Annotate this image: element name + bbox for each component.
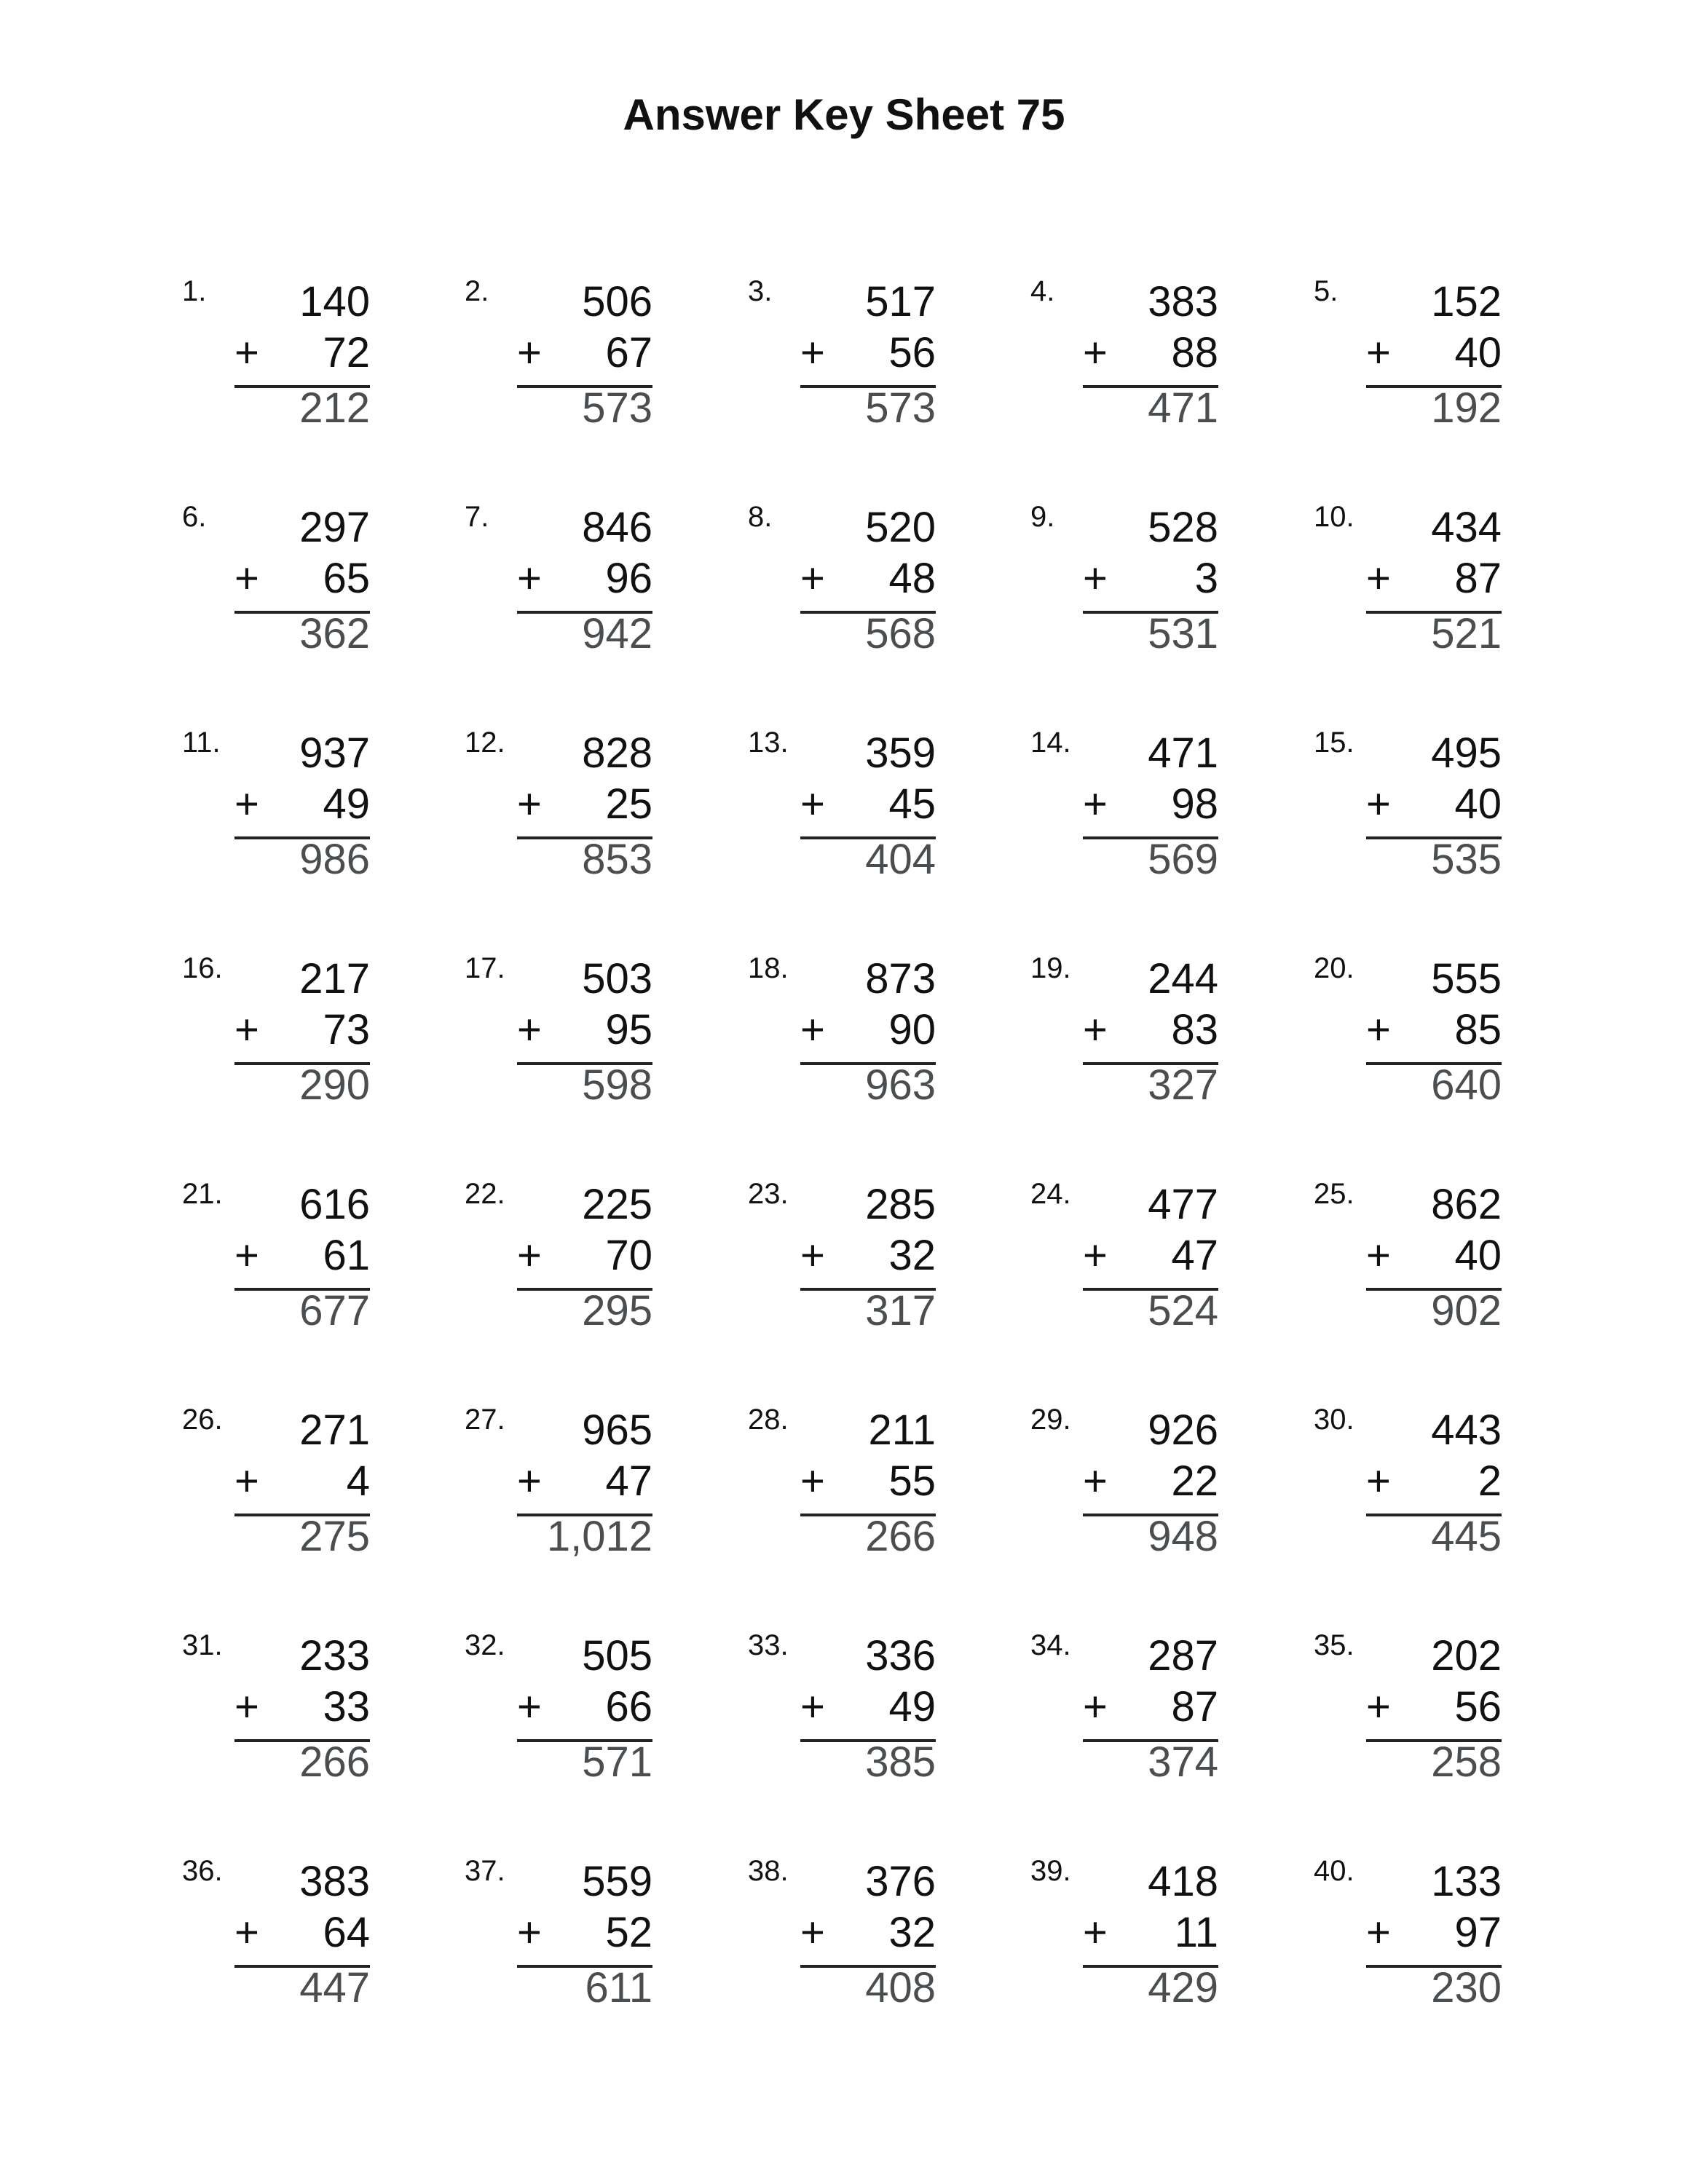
problem-number: 12. bbox=[465, 727, 505, 759]
addend-bottom: 22 bbox=[1171, 1457, 1218, 1505]
addend-top: 202 bbox=[1431, 1632, 1502, 1679]
addend-top: 495 bbox=[1431, 729, 1502, 777]
answer-value: 362 bbox=[299, 610, 370, 657]
plus-sign: + bbox=[1366, 780, 1391, 828]
addend-top: 376 bbox=[865, 1858, 936, 1905]
plus-sign: + bbox=[234, 1457, 259, 1505]
problem bbox=[182, 1855, 370, 2030]
problem bbox=[465, 1855, 652, 2030]
addend-bottom: 4 bbox=[346, 1457, 370, 1505]
answer-value: 948 bbox=[1148, 1513, 1218, 1560]
answer-value: 853 bbox=[582, 836, 652, 883]
problem bbox=[465, 1629, 652, 1804]
addend-bottom: 83 bbox=[1171, 1006, 1218, 1053]
problem-number: 23. bbox=[748, 1178, 789, 1210]
plus-sign: + bbox=[517, 1909, 542, 1956]
addend-bottom: 85 bbox=[1454, 1006, 1502, 1053]
problem-number: 16. bbox=[182, 952, 223, 984]
addend-top: 616 bbox=[299, 1181, 370, 1228]
addend-top: 336 bbox=[865, 1632, 936, 1679]
answer-value: 447 bbox=[299, 1964, 370, 2011]
plus-sign: + bbox=[234, 1232, 259, 1279]
addend-bottom: 55 bbox=[888, 1457, 936, 1505]
problem-number: 32. bbox=[465, 1629, 505, 1661]
problem bbox=[182, 952, 370, 1127]
answer-value: 445 bbox=[1431, 1513, 1502, 1560]
addend-top: 434 bbox=[1431, 504, 1502, 551]
problem-number: 34. bbox=[1030, 1629, 1071, 1661]
addend-bottom: 90 bbox=[888, 1006, 936, 1053]
addend-bottom: 52 bbox=[605, 1909, 652, 1956]
plus-sign: + bbox=[1366, 1457, 1391, 1505]
problem-number: 5. bbox=[1314, 275, 1338, 307]
addend-bottom: 64 bbox=[323, 1909, 370, 1956]
addend-bottom: 61 bbox=[323, 1232, 370, 1279]
answer-value: 266 bbox=[865, 1513, 936, 1560]
problem-number: 17. bbox=[465, 952, 505, 984]
addend-top: 359 bbox=[865, 729, 936, 777]
problem bbox=[465, 727, 652, 901]
plus-sign: + bbox=[234, 1909, 259, 1956]
answer-value: 986 bbox=[299, 836, 370, 883]
addend-bottom: 40 bbox=[1454, 1232, 1502, 1279]
answer-value: 471 bbox=[1148, 384, 1218, 432]
plus-sign: + bbox=[517, 780, 542, 828]
addend-top: 937 bbox=[299, 729, 370, 777]
addend-top: 287 bbox=[1148, 1632, 1218, 1679]
addend-bottom: 56 bbox=[888, 329, 936, 376]
addend-bottom: 95 bbox=[605, 1006, 652, 1053]
answer-value: 535 bbox=[1431, 836, 1502, 883]
plus-sign: + bbox=[1366, 1683, 1391, 1730]
answer-value: 963 bbox=[865, 1061, 936, 1109]
addend-top: 862 bbox=[1431, 1181, 1502, 1228]
problem-number: 29. bbox=[1030, 1404, 1071, 1436]
addend-bottom: 70 bbox=[605, 1232, 652, 1279]
addend-bottom: 87 bbox=[1171, 1683, 1218, 1730]
plus-sign: + bbox=[517, 329, 542, 376]
addend-bottom: 32 bbox=[888, 1232, 936, 1279]
answer-value: 524 bbox=[1148, 1287, 1218, 1334]
problem-number: 21. bbox=[182, 1178, 223, 1210]
problem bbox=[748, 501, 936, 676]
addend-bottom: 67 bbox=[605, 329, 652, 376]
answer-value: 942 bbox=[582, 610, 652, 657]
plus-sign: + bbox=[234, 1683, 259, 1730]
answer-value: 317 bbox=[865, 1287, 936, 1334]
answer-value: 598 bbox=[582, 1061, 652, 1109]
addend-bottom: 49 bbox=[323, 780, 370, 828]
addend-bottom: 49 bbox=[888, 1683, 936, 1730]
addend-bottom: 3 bbox=[1194, 555, 1218, 602]
addend-bottom: 2 bbox=[1478, 1457, 1502, 1505]
plus-sign: + bbox=[517, 1457, 542, 1505]
addend-top: 503 bbox=[582, 955, 652, 1002]
addend-top: 873 bbox=[865, 955, 936, 1002]
plus-sign: + bbox=[1083, 329, 1108, 376]
addend-top: 506 bbox=[582, 278, 652, 325]
problem-number: 13. bbox=[748, 727, 789, 759]
addend-top: 471 bbox=[1148, 729, 1218, 777]
answer-value: 327 bbox=[1148, 1061, 1218, 1109]
addend-top: 477 bbox=[1148, 1181, 1218, 1228]
problem-number: 1. bbox=[182, 275, 207, 307]
addend-bottom: 65 bbox=[323, 555, 370, 602]
plus-sign: + bbox=[517, 1006, 542, 1053]
answer-value: 408 bbox=[865, 1964, 936, 2011]
problem bbox=[182, 275, 370, 450]
addend-bottom: 47 bbox=[605, 1457, 652, 1505]
addend-top: 555 bbox=[1431, 955, 1502, 1002]
addend-top: 140 bbox=[299, 278, 370, 325]
addend-bottom: 56 bbox=[1454, 1683, 1502, 1730]
addend-top: 233 bbox=[299, 1632, 370, 1679]
plus-sign: + bbox=[1083, 780, 1108, 828]
addend-top: 443 bbox=[1431, 1406, 1502, 1454]
problem bbox=[1030, 275, 1218, 450]
problem-number: 9. bbox=[1030, 501, 1055, 533]
answer-value: 290 bbox=[299, 1061, 370, 1109]
addend-top: 828 bbox=[582, 729, 652, 777]
answer-value: 531 bbox=[1148, 610, 1218, 657]
plus-sign: + bbox=[234, 555, 259, 602]
answer-value: 404 bbox=[865, 836, 936, 883]
problem-number: 30. bbox=[1314, 1404, 1354, 1436]
plus-sign: + bbox=[517, 1683, 542, 1730]
answer-value: 230 bbox=[1431, 1964, 1502, 2011]
problem bbox=[182, 1404, 370, 1578]
plus-sign: + bbox=[1083, 1457, 1108, 1505]
answer-value: 275 bbox=[299, 1513, 370, 1560]
plus-sign: + bbox=[1083, 1232, 1108, 1279]
problem-number: 19. bbox=[1030, 952, 1071, 984]
addend-bottom: 97 bbox=[1454, 1909, 1502, 1956]
addend-top: 559 bbox=[582, 1858, 652, 1905]
plus-sign: + bbox=[1083, 1683, 1108, 1730]
problem bbox=[748, 1629, 936, 1804]
answer-value: 1,012 bbox=[546, 1513, 652, 1560]
plus-sign: + bbox=[800, 1683, 825, 1730]
addend-top: 297 bbox=[299, 504, 370, 551]
addend-top: 383 bbox=[299, 1858, 370, 1905]
problem-number: 3. bbox=[748, 275, 773, 307]
addend-bottom: 11 bbox=[1174, 1909, 1218, 1956]
addend-top: 217 bbox=[299, 955, 370, 1002]
answer-value: 266 bbox=[299, 1738, 370, 1786]
addend-top: 285 bbox=[865, 1181, 936, 1228]
addend-top: 418 bbox=[1148, 1858, 1218, 1905]
problem bbox=[748, 1178, 936, 1353]
problem-number: 36. bbox=[182, 1855, 223, 1887]
problem bbox=[182, 1629, 370, 1804]
problem bbox=[1314, 952, 1502, 1127]
problem bbox=[1030, 1629, 1218, 1804]
addend-bottom: 47 bbox=[1171, 1232, 1218, 1279]
problem bbox=[748, 952, 936, 1127]
problem-number: 20. bbox=[1314, 952, 1354, 984]
problem-number: 11. bbox=[182, 727, 221, 759]
problem-number: 4. bbox=[1030, 275, 1055, 307]
plus-sign: + bbox=[517, 555, 542, 602]
answer-value: 429 bbox=[1148, 1964, 1218, 2011]
problem-number: 39. bbox=[1030, 1855, 1071, 1887]
answer-value: 569 bbox=[1148, 836, 1218, 883]
plus-sign: + bbox=[1083, 555, 1108, 602]
plus-sign: + bbox=[234, 1006, 259, 1053]
addend-top: 528 bbox=[1148, 504, 1218, 551]
plus-sign: + bbox=[800, 1232, 825, 1279]
addend-top: 133 bbox=[1431, 1858, 1502, 1905]
answer-value: 573 bbox=[865, 384, 936, 432]
addend-top: 517 bbox=[865, 278, 936, 325]
problem bbox=[1314, 1855, 1502, 2030]
problem bbox=[465, 1404, 652, 1578]
answer-value: 212 bbox=[299, 384, 370, 432]
problem bbox=[182, 1178, 370, 1353]
answer-value: 611 bbox=[585, 1964, 652, 2011]
addend-top: 926 bbox=[1148, 1406, 1218, 1454]
plus-sign: + bbox=[800, 1006, 825, 1053]
plus-sign: + bbox=[1366, 329, 1391, 376]
addend-top: 505 bbox=[582, 1632, 652, 1679]
problem-number: 40. bbox=[1314, 1855, 1354, 1887]
answer-value: 374 bbox=[1148, 1738, 1218, 1786]
addend-top: 152 bbox=[1431, 278, 1502, 325]
addend-bottom: 72 bbox=[323, 329, 370, 376]
problem bbox=[1314, 727, 1502, 901]
problem-number: 14. bbox=[1030, 727, 1071, 759]
problem bbox=[1030, 1404, 1218, 1578]
addend-top: 271 bbox=[299, 1406, 370, 1454]
problem-number: 18. bbox=[748, 952, 789, 984]
addend-top: 965 bbox=[582, 1406, 652, 1454]
problem-number: 38. bbox=[748, 1855, 789, 1887]
problem bbox=[465, 501, 652, 676]
problem bbox=[1030, 727, 1218, 901]
answer-value: 258 bbox=[1431, 1738, 1502, 1786]
addend-bottom: 33 bbox=[323, 1683, 370, 1730]
problem bbox=[465, 275, 652, 450]
addend-top: 846 bbox=[582, 504, 652, 551]
problem bbox=[748, 275, 936, 450]
plus-sign: + bbox=[1366, 555, 1391, 602]
problem bbox=[748, 1855, 936, 2030]
addend-top: 225 bbox=[582, 1181, 652, 1228]
problem bbox=[1030, 952, 1218, 1127]
plus-sign: + bbox=[800, 1909, 825, 1956]
problem bbox=[1314, 1404, 1502, 1578]
answer-value: 677 bbox=[299, 1287, 370, 1334]
problem bbox=[182, 727, 370, 901]
plus-sign: + bbox=[1366, 1006, 1391, 1053]
plus-sign: + bbox=[800, 780, 825, 828]
addend-bottom: 40 bbox=[1454, 329, 1502, 376]
problem bbox=[1030, 1178, 1218, 1353]
addend-bottom: 66 bbox=[605, 1683, 652, 1730]
addend-bottom: 98 bbox=[1171, 780, 1218, 828]
addend-bottom: 88 bbox=[1171, 329, 1218, 376]
answer-value: 573 bbox=[582, 384, 652, 432]
problem-number: 37. bbox=[465, 1855, 505, 1887]
addend-bottom: 48 bbox=[888, 555, 936, 602]
problem-number: 27. bbox=[465, 1404, 505, 1436]
page-title: Answer Key Sheet 75 bbox=[623, 90, 1065, 139]
problem bbox=[1314, 1629, 1502, 1804]
addend-bottom: 73 bbox=[323, 1006, 370, 1053]
plus-sign: + bbox=[800, 329, 825, 376]
problem bbox=[748, 727, 936, 901]
problem bbox=[182, 501, 370, 676]
plus-sign: + bbox=[800, 1457, 825, 1505]
problem-number: 24. bbox=[1030, 1178, 1071, 1210]
answer-value: 902 bbox=[1431, 1287, 1502, 1334]
plus-sign: + bbox=[1366, 1232, 1391, 1279]
problem-number: 22. bbox=[465, 1178, 505, 1210]
problem bbox=[1314, 1178, 1502, 1353]
problem-number: 8. bbox=[748, 501, 773, 533]
addend-bottom: 87 bbox=[1454, 555, 1502, 602]
addend-bottom: 40 bbox=[1454, 780, 1502, 828]
answer-value: 192 bbox=[1431, 384, 1502, 432]
problem-number: 15. bbox=[1314, 727, 1354, 759]
problem-number: 31. bbox=[182, 1629, 223, 1661]
addend-top: 211 bbox=[868, 1406, 936, 1454]
problem bbox=[465, 1178, 652, 1353]
problem-number: 7. bbox=[465, 501, 489, 533]
answer-value: 568 bbox=[865, 610, 936, 657]
problem-number: 33. bbox=[748, 1629, 789, 1661]
addend-bottom: 96 bbox=[605, 555, 652, 602]
problem bbox=[465, 952, 652, 1127]
problem bbox=[1314, 501, 1502, 676]
plus-sign: + bbox=[1366, 1909, 1391, 1956]
plus-sign: + bbox=[800, 555, 825, 602]
addend-top: 244 bbox=[1148, 955, 1218, 1002]
problem-number: 25. bbox=[1314, 1178, 1354, 1210]
addend-bottom: 32 bbox=[888, 1909, 936, 1956]
problem-number: 28. bbox=[748, 1404, 789, 1436]
answer-value: 295 bbox=[582, 1287, 652, 1334]
problem bbox=[1030, 501, 1218, 676]
problem bbox=[1314, 275, 1502, 450]
plus-sign: + bbox=[1083, 1909, 1108, 1956]
problem-number: 35. bbox=[1314, 1629, 1354, 1661]
plus-sign: + bbox=[234, 329, 259, 376]
problem-number: 2. bbox=[465, 275, 489, 307]
problem bbox=[1030, 1855, 1218, 2030]
addend-top: 520 bbox=[865, 504, 936, 551]
answer-value: 521 bbox=[1431, 610, 1502, 657]
answer-value: 640 bbox=[1431, 1061, 1502, 1109]
plus-sign: + bbox=[1083, 1006, 1108, 1053]
addend-top: 383 bbox=[1148, 278, 1218, 325]
addend-bottom: 25 bbox=[605, 780, 652, 828]
answer-value: 571 bbox=[582, 1738, 652, 1786]
problem-number: 26. bbox=[182, 1404, 223, 1436]
plus-sign: + bbox=[234, 780, 259, 828]
addend-bottom: 45 bbox=[888, 780, 936, 828]
plus-sign: + bbox=[517, 1232, 542, 1279]
answer-value: 385 bbox=[865, 1738, 936, 1786]
problem-number: 10. bbox=[1314, 501, 1354, 533]
problem bbox=[748, 1404, 936, 1578]
problem-number: 6. bbox=[182, 501, 207, 533]
